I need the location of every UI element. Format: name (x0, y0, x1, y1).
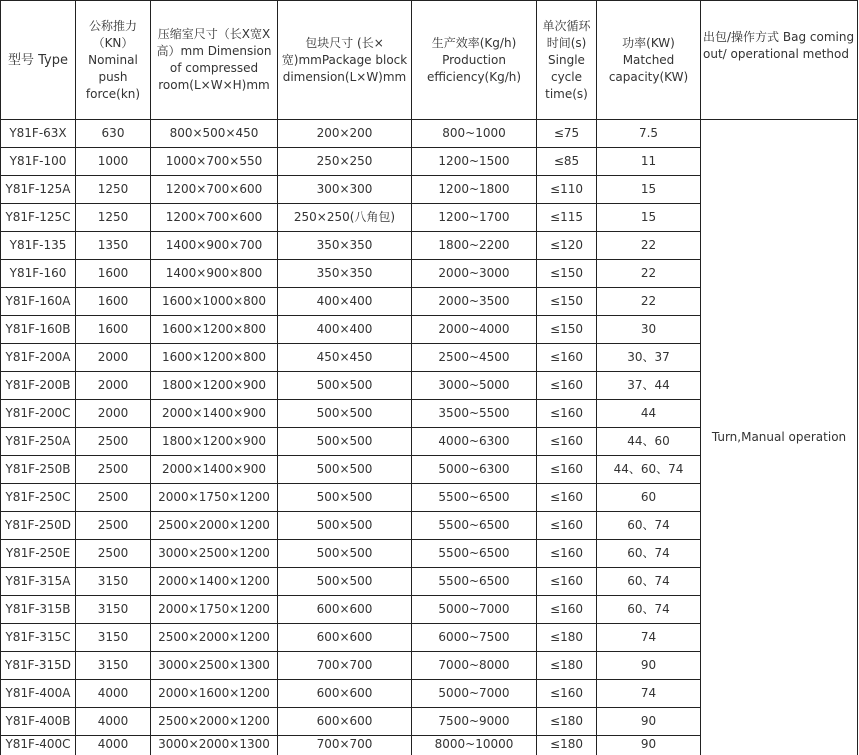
cell-push-force: 1600 (76, 260, 151, 288)
cell-type: Y81F-315D (1, 652, 76, 680)
cell-type: Y81F-315C (1, 624, 76, 652)
cell-push-force: 3150 (76, 568, 151, 596)
cell-efficiency: 5500~6500 (412, 540, 537, 568)
cell-room-dimension: 2500×2000×1200 (151, 624, 278, 652)
cell-package-dimension: 350×350 (278, 232, 412, 260)
cell-type: Y81F-200A (1, 344, 76, 372)
cell-package-dimension: 500×500 (278, 372, 412, 400)
cell-efficiency: 8000~10000 (412, 736, 537, 755)
cell-cycle-time: ≤115 (537, 204, 597, 232)
header-type: 型号 Type (1, 1, 76, 120)
table-body (1, 120, 858, 755)
cell-type: Y81F-250E (1, 540, 76, 568)
cell-power: 15 (597, 204, 701, 232)
cell-push-force: 2000 (76, 400, 151, 428)
cell-type: Y81F-160 (1, 260, 76, 288)
cell-room-dimension: 2500×2000×1200 (151, 512, 278, 540)
cell-type: Y81F-135 (1, 232, 76, 260)
cell-efficiency: 1200~1800 (412, 176, 537, 204)
cell-package-dimension: 600×600 (278, 596, 412, 624)
cell-cycle-time: ≤160 (537, 568, 597, 596)
cell-efficiency: 6000~7500 (412, 624, 537, 652)
cell-package-dimension: 200×200 (278, 120, 412, 148)
cell-cycle-time: ≤150 (537, 316, 597, 344)
cell-type: Y81F-200B (1, 372, 76, 400)
cell-room-dimension: 3000×2000×1300 (151, 736, 278, 755)
cell-efficiency: 7500~9000 (412, 708, 537, 736)
cell-room-dimension: 1800×1200×900 (151, 372, 278, 400)
cell-room-dimension: 2500×2000×1200 (151, 708, 278, 736)
cell-push-force: 3150 (76, 596, 151, 624)
cell-type: Y81F-250C (1, 484, 76, 512)
cell-efficiency: 5500~6500 (412, 512, 537, 540)
cell-type: Y81F-315B (1, 596, 76, 624)
cell-type: Y81F-125A (1, 176, 76, 204)
cell-power: 22 (597, 260, 701, 288)
cell-package-dimension: 600×600 (278, 624, 412, 652)
cell-room-dimension: 1800×1200×900 (151, 428, 278, 456)
cell-cycle-time: ≤180 (537, 708, 597, 736)
cell-package-dimension: 500×500 (278, 512, 412, 540)
cell-package-dimension: 600×600 (278, 680, 412, 708)
cell-cycle-time: ≤160 (537, 372, 597, 400)
cell-room-dimension: 2000×1400×900 (151, 400, 278, 428)
cell-room-dimension: 1600×1200×800 (151, 344, 278, 372)
cell-type: Y81F-160A (1, 288, 76, 316)
cell-push-force: 1250 (76, 204, 151, 232)
cell-type: Y81F-315A (1, 568, 76, 596)
cell-efficiency: 1200~1500 (412, 148, 537, 176)
cell-efficiency: 2000~3000 (412, 260, 537, 288)
cell-package-dimension: 250×250(八角包) (278, 204, 412, 232)
cell-package-dimension: 500×500 (278, 456, 412, 484)
cell-push-force: 3150 (76, 624, 151, 652)
cell-efficiency: 800~1000 (412, 120, 537, 148)
cell-package-dimension: 250×250 (278, 148, 412, 176)
cell-cycle-time: ≤160 (537, 540, 597, 568)
cell-type: Y81F-63X (1, 120, 76, 148)
cell-efficiency: 1800~2200 (412, 232, 537, 260)
cell-package-dimension: 300×300 (278, 176, 412, 204)
cell-package-dimension: 350×350 (278, 260, 412, 288)
cell-efficiency: 2500~4500 (412, 344, 537, 372)
cell-room-dimension: 3000×2500×1200 (151, 540, 278, 568)
cell-cycle-time: ≤160 (537, 680, 597, 708)
cell-efficiency: 2000~4000 (412, 316, 537, 344)
cell-efficiency: 5000~6300 (412, 456, 537, 484)
cell-room-dimension: 1600×1200×800 (151, 316, 278, 344)
cell-package-dimension: 500×500 (278, 540, 412, 568)
cell-efficiency: 5000~7000 (412, 680, 537, 708)
cell-cycle-time: ≤160 (537, 484, 597, 512)
cell-package-dimension: 600×600 (278, 708, 412, 736)
cell-room-dimension: 2000×1600×1200 (151, 680, 278, 708)
cell-efficiency: 5000~7000 (412, 596, 537, 624)
cell-type: Y81F-400C (1, 736, 76, 755)
cell-cycle-time: ≤160 (537, 596, 597, 624)
cell-push-force: 2000 (76, 372, 151, 400)
cell-room-dimension: 1600×1000×800 (151, 288, 278, 316)
cell-push-force: 3150 (76, 652, 151, 680)
cell-power: 30 (597, 316, 701, 344)
cell-push-force: 1600 (76, 288, 151, 316)
cell-cycle-time: ≤160 (537, 400, 597, 428)
cell-efficiency: 3500~5500 (412, 400, 537, 428)
cell-efficiency: 7000~8000 (412, 652, 537, 680)
cell-room-dimension: 2000×1400×1200 (151, 568, 278, 596)
cell-package-dimension: 700×700 (278, 736, 412, 755)
cell-push-force: 4000 (76, 680, 151, 708)
cell-method: Turn,Manual operation (701, 120, 858, 755)
cell-push-force: 2000 (76, 344, 151, 372)
cell-cycle-time: ≤110 (537, 176, 597, 204)
cell-efficiency: 5500~6500 (412, 484, 537, 512)
cell-efficiency: 5500~6500 (412, 568, 537, 596)
cell-cycle-time: ≤120 (537, 232, 597, 260)
header-push-force: 公称推力（KN）Nominal push force(kn) (76, 1, 151, 120)
cell-push-force: 2500 (76, 540, 151, 568)
cell-type: Y81F-400A (1, 680, 76, 708)
header-efficiency: 生产效率(Kg/h) Production efficiency(Kg/h) (412, 1, 537, 120)
header-method: 出包/操作方式 Bag coming out/ operational method (701, 1, 858, 120)
cell-cycle-time: ≤160 (537, 428, 597, 456)
cell-efficiency: 4000~6300 (412, 428, 537, 456)
cell-type: Y81F-250B (1, 456, 76, 484)
cell-room-dimension: 2000×1400×900 (151, 456, 278, 484)
cell-power: 74 (597, 624, 701, 652)
cell-cycle-time: ≤150 (537, 288, 597, 316)
cell-push-force: 4000 (76, 708, 151, 736)
cell-power: 15 (597, 176, 701, 204)
cell-power: 44、60 (597, 428, 701, 456)
cell-power: 11 (597, 148, 701, 176)
cell-push-force: 4000 (76, 736, 151, 755)
cell-cycle-time: ≤160 (537, 344, 597, 372)
cell-cycle-time: ≤160 (537, 456, 597, 484)
cell-power: 90 (597, 652, 701, 680)
header-package-dimension: 包块尺寸 (长×宽)mmPackage block dimension(L×W)mm (278, 1, 412, 120)
cell-push-force: 2500 (76, 484, 151, 512)
cell-room-dimension: 800×500×450 (151, 120, 278, 148)
cell-type: Y81F-160B (1, 316, 76, 344)
table-row (1, 120, 858, 148)
cell-package-dimension: 400×400 (278, 288, 412, 316)
cell-package-dimension: 500×500 (278, 428, 412, 456)
cell-push-force: 1250 (76, 176, 151, 204)
cell-push-force: 1600 (76, 316, 151, 344)
cell-power: 90 (597, 708, 701, 736)
cell-power: 60、74 (597, 512, 701, 540)
cell-type: Y81F-250D (1, 512, 76, 540)
cell-push-force: 2500 (76, 456, 151, 484)
header-power: 功率(KW) Matched capacity(KW) (597, 1, 701, 120)
cell-room-dimension: 3000×2500×1300 (151, 652, 278, 680)
cell-type: Y81F-250A (1, 428, 76, 456)
cell-efficiency: 1200~1700 (412, 204, 537, 232)
cell-cycle-time: ≤150 (537, 260, 597, 288)
cell-cycle-time: ≤180 (537, 652, 597, 680)
cell-type: Y81F-200C (1, 400, 76, 428)
cell-room-dimension: 1000×700×550 (151, 148, 278, 176)
cell-type: Y81F-400B (1, 708, 76, 736)
cell-room-dimension: 1200×700×600 (151, 204, 278, 232)
cell-push-force: 2500 (76, 428, 151, 456)
cell-room-dimension: 1400×900×800 (151, 260, 278, 288)
cell-power: 60 (597, 484, 701, 512)
cell-package-dimension: 500×500 (278, 568, 412, 596)
cell-power: 22 (597, 232, 701, 260)
cell-room-dimension: 1200×700×600 (151, 176, 278, 204)
cell-package-dimension: 400×400 (278, 316, 412, 344)
cell-power: 30、37 (597, 344, 701, 372)
cell-power: 60、74 (597, 568, 701, 596)
cell-power: 44 (597, 400, 701, 428)
cell-package-dimension: 450×450 (278, 344, 412, 372)
cell-cycle-time: ≤85 (537, 148, 597, 176)
cell-push-force: 630 (76, 120, 151, 148)
cell-push-force: 1000 (76, 148, 151, 176)
cell-room-dimension: 2000×1750×1200 (151, 596, 278, 624)
cell-type: Y81F-100 (1, 148, 76, 176)
cell-cycle-time: ≤180 (537, 736, 597, 755)
header-row (1, 1, 858, 120)
cell-efficiency: 3000~5000 (412, 372, 537, 400)
cell-room-dimension: 1400×900×700 (151, 232, 278, 260)
header-room-dimension: 压缩室尺寸（长X宽X高）mm Dimension of compressed room(L×W×H)mm (151, 1, 278, 120)
cell-room-dimension: 2000×1750×1200 (151, 484, 278, 512)
cell-type: Y81F-125C (1, 204, 76, 232)
cell-power: 22 (597, 288, 701, 316)
header-cycle-time: 单次循环时间(s) Single cycle time(s) (537, 1, 597, 120)
cell-efficiency: 2000~3500 (412, 288, 537, 316)
cell-push-force: 2500 (76, 512, 151, 540)
cell-power: 90 (597, 736, 701, 755)
cell-push-force: 1350 (76, 232, 151, 260)
cell-package-dimension: 700×700 (278, 652, 412, 680)
cell-package-dimension: 500×500 (278, 400, 412, 428)
cell-power: 44、60、74 (597, 456, 701, 484)
cell-power: 60、74 (597, 540, 701, 568)
cell-power: 7.5 (597, 120, 701, 148)
cell-power: 37、44 (597, 372, 701, 400)
cell-cycle-time: ≤75 (537, 120, 597, 148)
cell-power: 74 (597, 680, 701, 708)
cell-cycle-time: ≤160 (537, 512, 597, 540)
cell-cycle-time: ≤180 (537, 624, 597, 652)
cell-power: 60、74 (597, 596, 701, 624)
cell-package-dimension: 500×500 (278, 484, 412, 512)
